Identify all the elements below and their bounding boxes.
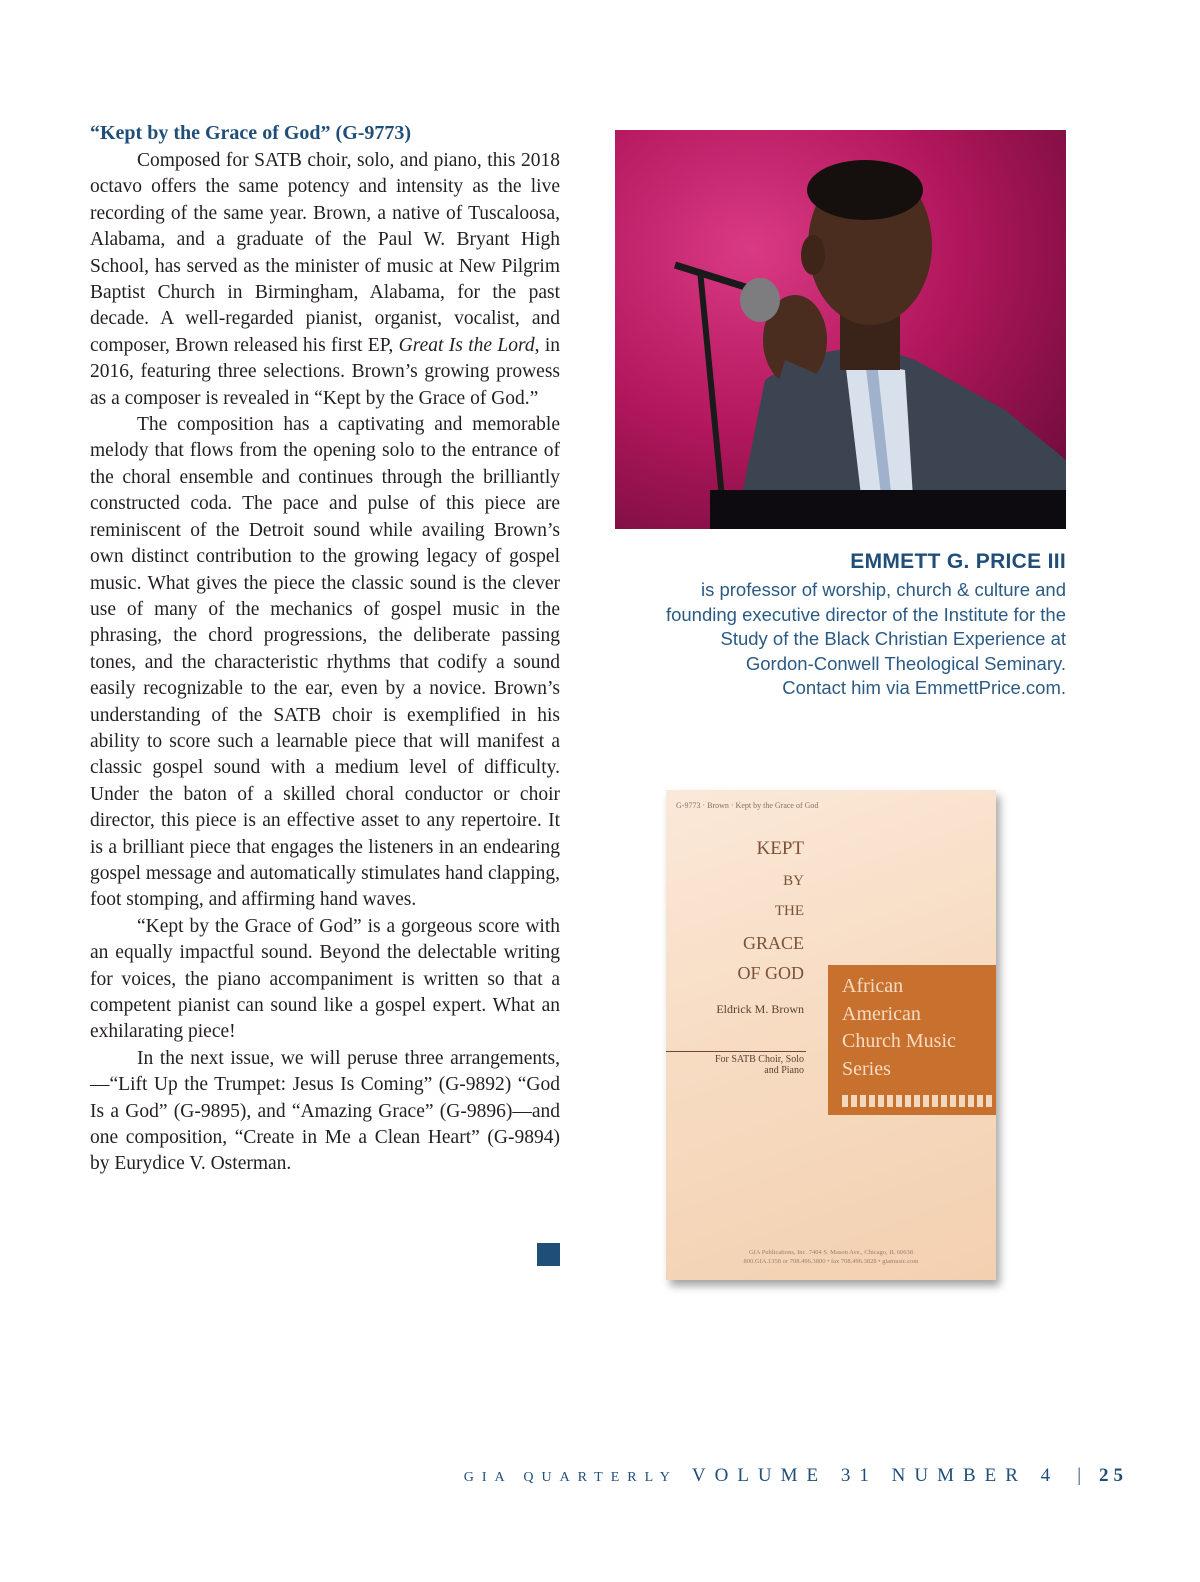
cover-title-line-5: OF GOD — [737, 963, 804, 983]
score-cover — [666, 790, 996, 1280]
paragraph-4: In the next issue, we will peruse three arrangements,—“Lift Up the Trumpet: Jesus Is Coming” (G-9892) “God Is a God” (G-9895), and “Amazing Grace” (G-9896)—and one composition, “Create in Me a Clean Heart” (G-9894) by Eurydice V. Osterman. — [90, 1047, 560, 1175]
series-title — [842, 973, 956, 1083]
cover-voicing-line-2: and Piano — [764, 1065, 804, 1076]
bio-line-3: Study of the Black Christian Experience at — [720, 628, 1066, 649]
cover-voicing — [684, 1054, 804, 1076]
author-bio — [600, 550, 1066, 701]
album-title: Great Is the Lord — [398, 334, 535, 356]
bio-contact[interactable]: Contact him via EmmettPrice.com. — [782, 677, 1066, 698]
paragraph-1 — [90, 148, 560, 412]
cover-title-line-2: BY — [783, 873, 804, 889]
cover-publisher-line-1: GIA Publications, Inc. 7404 S. Mason Ave., Chicago, IL 60638 — [748, 1249, 914, 1256]
end-of-article-mark — [537, 1243, 560, 1266]
cover-voicing-line-1: For SATB Choir, Solo — [714, 1054, 804, 1065]
cover-rule — [666, 1051, 806, 1052]
paragraph-3: “Kept by the Grace of God” is a gorgeous score with an equally impactful sound. Beyond the delectable writing for voices, the piano accompaniment is written so that a competent pianist can sound like a gospel expert. What an exhilarating piece! — [90, 915, 560, 1043]
cover-catalog-code: G-9773 · Brown · Kept by the Grace of God — [676, 801, 819, 810]
publication-name: GIA QUARTERLY — [463, 1470, 678, 1485]
article-heading: “Kept by the Grace of God” (G-9773) — [90, 122, 412, 144]
paragraph-2: The composition has a captivating and memorable melody that flows from the opening solo to the entrance of the choral ensemble and continues through the brilliantly constructed coda. The pace and pulse of this piece are reminiscent of the Detroit sound while availing Brown’s own distinct contribution to the growing legacy of gospel music. What gives the piece the classic sound is the clever use of many of the mechanics of gospel music in the phrasing, the chord progressions, the deliberate passing tones, and the characteristic rhythms that codify a sound easily recognizable to the ear, even by a novice. Brown’s understanding of the SATB choir is exemplified in his ability to score such a learnable piece that will manifest a classic gospel sound with a medium level of difficulty. Under the baton of a skilled choral conductor or choir director, this piece is an effective asset to any repertoire. It is a brilliant piece that engages the listeners in an endearing gospel message and automatically stimulates hand clapping, foot stomping, and affirming hand waves. — [90, 414, 560, 911]
paragraph-1-text-a: Composed for SATB choir, solo, and piano, this 2018 octavo offers the same potency and intensity as the live recording of the same year. Brown, a native of Tuscaloosa, Alabama, and a graduate of the Paul W. Bryant High School, has served as the minister of music at New Pilgrim Baptist Church in Birmingham, Alabama, for the past decade. A well-regarded pianist, organist, vocalist, and composer, Brown released his first EP, — [90, 150, 560, 356]
cover-publisher-line-2: 800.GIA.1358 or 708.496.3800 • fax 708.496.3828 • giamusic.com — [743, 1258, 919, 1265]
cover-publisher — [666, 1248, 996, 1266]
series-line-2: American — [842, 1002, 921, 1025]
footer-separator: | — [1077, 1465, 1081, 1486]
series-line-1: African — [842, 975, 904, 997]
bio-line-2: founding executive director of the Institute for the — [665, 603, 1066, 625]
bio-line-4: Gordon-Conwell Theological Seminary. — [745, 652, 1066, 674]
cover-title-line-3: THE — [774, 903, 804, 919]
paragraph-1-text-b: , in 2016, featuring three selections. Brown’s growing prowess as a composer is revealed in “Kept by the Grace of God.” — [90, 334, 561, 409]
cover-composer: Eldrick M. Brown — [716, 1002, 804, 1016]
piano-keys-graphic — [842, 1095, 992, 1107]
cover-title-line-4: GRACE — [742, 933, 804, 953]
page-number: 25 — [1099, 1465, 1128, 1486]
author-name: EMMETT G. PRICE III — [850, 550, 1066, 573]
series-line-3: Church Music — [842, 1030, 956, 1052]
article-column — [90, 120, 560, 1178]
bio-line-1: is professor of worship, church & culture and — [700, 579, 1066, 600]
series-panel — [828, 965, 996, 1115]
singer-illustration — [615, 130, 1066, 529]
cover-title-line-1: KEPT — [756, 838, 804, 859]
series-line-4: Series — [842, 1057, 891, 1080]
author-photo — [615, 130, 1066, 529]
issue-volume: VOLUME 31 NUMBER 4 — [691, 1465, 1060, 1486]
page-footer — [0, 1465, 1128, 1487]
